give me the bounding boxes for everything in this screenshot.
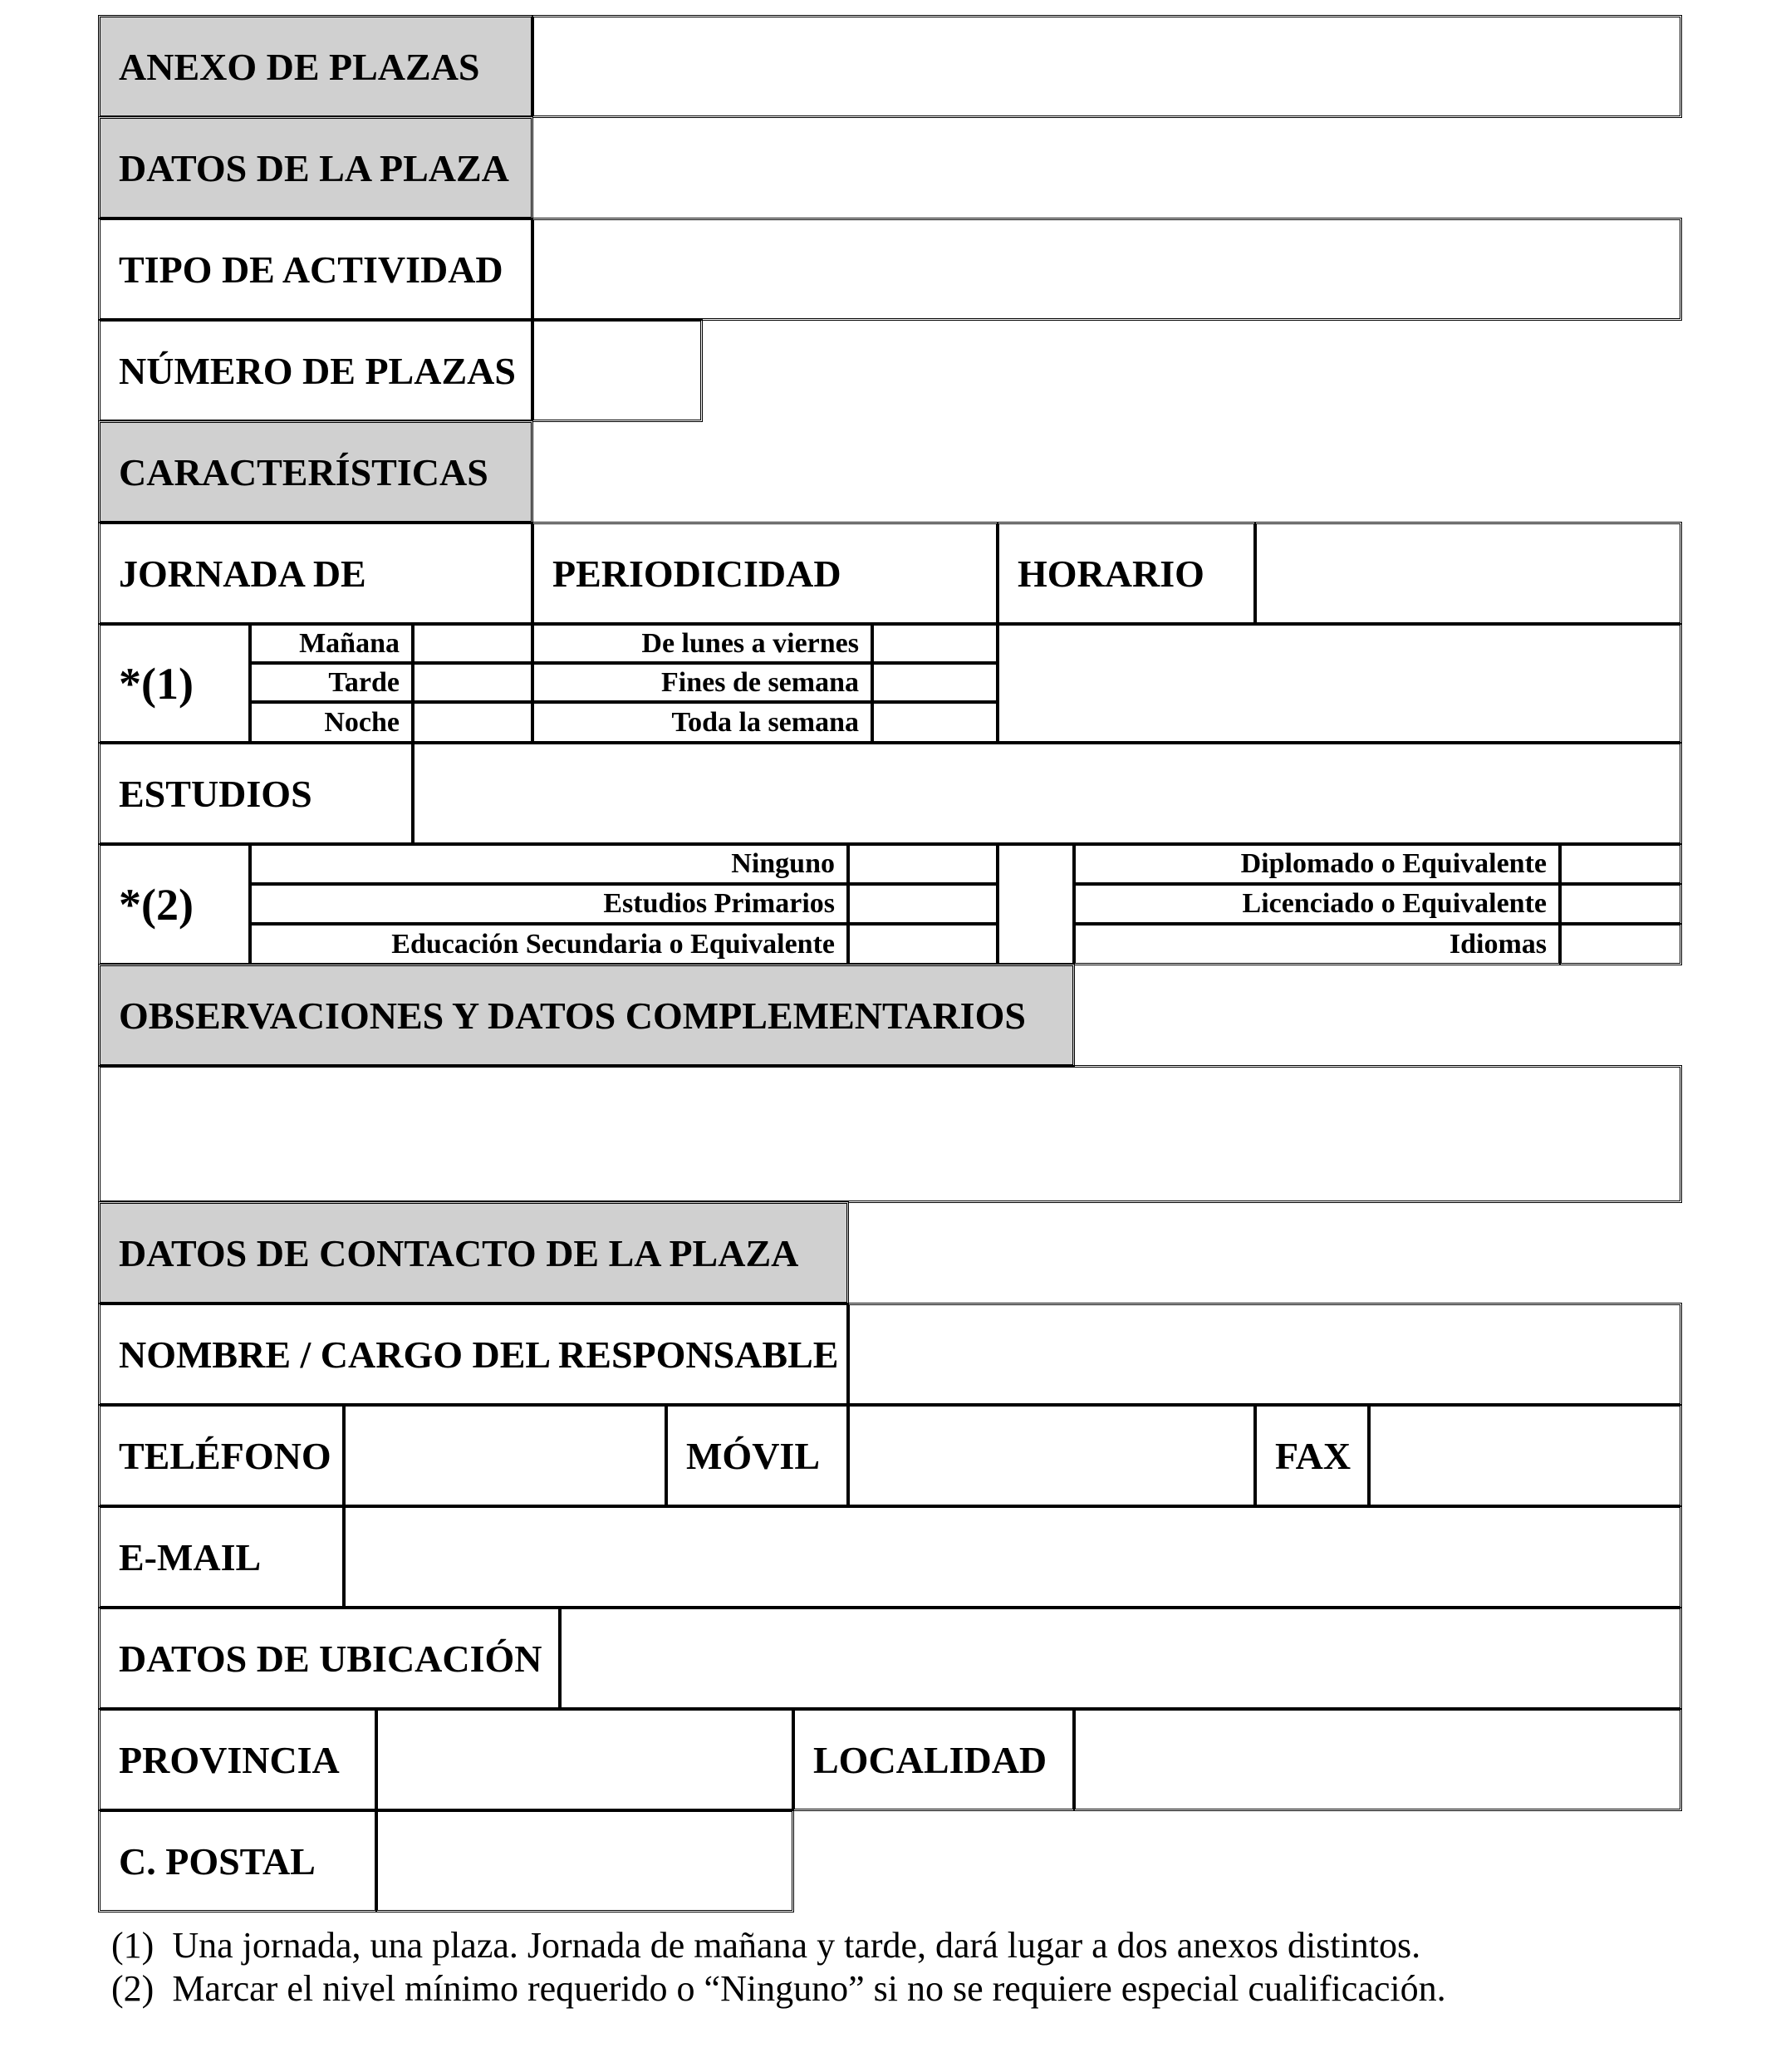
periodicidad-option-label: De lunes a viernes xyxy=(641,627,859,659)
numero-plazas-field[interactable] xyxy=(532,319,703,422)
anexo-label xyxy=(98,15,533,118)
contacto-label xyxy=(98,1201,849,1304)
estudios-option-diplomado xyxy=(1073,843,1561,885)
jornada-option-tarde xyxy=(249,662,414,703)
telefono-label xyxy=(98,1404,345,1507)
numero-plazas-text: NÚMERO DE PLAZAS xyxy=(119,349,516,392)
estudios-option-licenciado xyxy=(1073,883,1561,925)
jornada-option-label: Mañana xyxy=(299,627,400,659)
fax-text: FAX xyxy=(1275,1434,1351,1477)
provincia-field[interactable] xyxy=(375,1708,794,1811)
jornada-checkbox-tarde[interactable] xyxy=(412,662,533,703)
tipo-actividad-text: TIPO DE ACTIVIDAD xyxy=(119,248,503,291)
note1-mark-text: *(1) xyxy=(119,658,194,709)
telefono-text: TELÉFONO xyxy=(119,1434,331,1477)
numero-plazas-input[interactable] xyxy=(534,321,700,420)
localidad-field[interactable] xyxy=(1073,1708,1682,1811)
datos-plaza-text: DATOS DE LA PLAZA xyxy=(119,146,509,189)
caracteristicas-text: CARACTERÍSTICAS xyxy=(119,450,488,493)
estudios-field[interactable] xyxy=(412,742,1682,845)
estudios-text: ESTUDIOS xyxy=(119,772,312,815)
jornada-option-label: Noche xyxy=(324,706,400,738)
estudios-option-label: Ninguno xyxy=(731,848,835,879)
periodicidad-option-label: Fines de semana xyxy=(661,666,859,698)
estudios-input[interactable] xyxy=(415,744,1680,843)
estudios-option-secundaria xyxy=(249,923,849,965)
telefono-input[interactable] xyxy=(346,1406,665,1505)
jornada-option-noche xyxy=(249,701,414,744)
footnote-text: Una jornada, una plaza. Jornada de mañana y tarde, dará lugar a dos anexos distintos. xyxy=(172,1925,1421,1966)
estudios-option-ninguno xyxy=(249,843,849,885)
footnote-text: Marcar el nivel mínimo requerido o “Ninguno” si no se requiere especial cualificación. xyxy=(172,1968,1446,2009)
jornada-text: JORNADA DE xyxy=(119,552,366,595)
estudios-option-label: Estudios Primarios xyxy=(603,888,835,919)
footnote-number: (2) xyxy=(111,1968,155,2009)
horario-text: HORARIO xyxy=(1018,552,1204,595)
tipo-actividad-input[interactable] xyxy=(534,219,1680,319)
estudios-option-primarios xyxy=(249,883,849,925)
periodicidad-option-toda-semana xyxy=(532,701,873,744)
estudios-label xyxy=(98,742,414,845)
jornada-checkbox-manana[interactable] xyxy=(412,623,533,664)
movil-label xyxy=(665,1404,849,1507)
responsable-text: NOMBRE / CARGO DEL RESPONSABLE xyxy=(119,1333,839,1376)
email-label xyxy=(98,1505,345,1608)
responsable-field[interactable] xyxy=(847,1303,1682,1406)
periodicidad-option-lunes-viernes xyxy=(532,623,873,664)
note1-marker xyxy=(98,623,251,744)
jornada-checkbox-noche[interactable] xyxy=(412,701,533,744)
postal-text: C. POSTAL xyxy=(119,1839,316,1883)
periodicidad-label xyxy=(532,522,998,625)
horario-input[interactable] xyxy=(1257,523,1680,623)
postal-label xyxy=(98,1809,377,1912)
estudios-checkbox-licenciado[interactable] xyxy=(1559,883,1682,925)
postal-field[interactable] xyxy=(375,1809,794,1912)
ubicacion-label xyxy=(98,1607,561,1710)
localidad-input[interactable] xyxy=(1076,1710,1680,1809)
estudios-checkbox-primarios[interactable] xyxy=(847,883,998,925)
estudios-option-label: Diplomado o Equivalente xyxy=(1240,848,1547,879)
horario-detail-field[interactable] xyxy=(997,623,1682,744)
footnote-2 xyxy=(111,1967,1446,2010)
ubicacion-input[interactable] xyxy=(562,1608,1680,1708)
email-input[interactable] xyxy=(346,1507,1680,1607)
email-field[interactable] xyxy=(343,1505,1682,1608)
observaciones-label xyxy=(98,964,1075,1067)
numero-plazas-label xyxy=(98,319,533,422)
estudios-option-label: Educación Secundaria o Equivalente xyxy=(391,928,835,960)
jornada-option-label: Tarde xyxy=(328,666,400,698)
estudios-checkbox-idiomas[interactable] xyxy=(1559,923,1682,965)
footnote-number: (1) xyxy=(111,1925,155,1966)
anexo-input[interactable] xyxy=(534,17,1680,116)
localidad-label xyxy=(792,1708,1075,1811)
responsable-input[interactable] xyxy=(850,1304,1680,1404)
estudios-checkbox-diplomado[interactable] xyxy=(1559,843,1682,885)
email-text: E-MAIL xyxy=(119,1535,262,1579)
tipo-actividad-field[interactable] xyxy=(532,218,1682,321)
estudios-option-label: Licenciado o Equivalente xyxy=(1242,888,1547,919)
periodicidad-checkbox-lunes-viernes[interactable] xyxy=(871,623,998,664)
periodicidad-checkbox-toda-semana[interactable] xyxy=(871,701,998,744)
periodicidad-checkbox-fines-semana[interactable] xyxy=(871,662,998,703)
movil-field[interactable] xyxy=(847,1404,1256,1507)
movil-text: MÓVIL xyxy=(686,1434,820,1477)
fax-field[interactable] xyxy=(1368,1404,1682,1507)
estudios-spacer xyxy=(997,843,1075,965)
datos-plaza-label xyxy=(98,116,533,219)
provincia-input[interactable] xyxy=(378,1710,792,1809)
ubicacion-text: DATOS DE UBICACIÓN xyxy=(119,1637,542,1680)
observaciones-text: OBSERVACIONES Y DATOS COMPLEMENTARIOS xyxy=(119,994,1026,1037)
postal-input[interactable] xyxy=(378,1811,792,1911)
note2-mark-text: *(2) xyxy=(119,879,194,930)
observaciones-field[interactable] xyxy=(98,1065,1682,1203)
horario-label xyxy=(997,522,1256,625)
periodicidad-option-fines-semana xyxy=(532,662,873,703)
estudios-option-idiomas xyxy=(1073,923,1561,965)
ubicacion-field[interactable] xyxy=(559,1607,1682,1710)
provincia-text: PROVINCIA xyxy=(119,1738,340,1781)
telefono-field[interactable] xyxy=(343,1404,667,1507)
movil-input[interactable] xyxy=(850,1406,1253,1505)
fax-label xyxy=(1254,1404,1370,1507)
jornada-option-manana xyxy=(249,623,414,664)
anexo-field[interactable] xyxy=(532,15,1682,118)
fax-input[interactable] xyxy=(1371,1406,1680,1505)
anexo-text: ANEXO DE PLAZAS xyxy=(119,45,480,88)
footnote-1 xyxy=(111,1924,1420,1966)
estudios-checkbox-secundaria[interactable] xyxy=(847,923,998,965)
responsable-label xyxy=(98,1303,849,1406)
horario-field[interactable] xyxy=(1254,522,1682,625)
contacto-text: DATOS DE CONTACTO DE LA PLAZA xyxy=(119,1231,799,1274)
periodicidad-text: PERIODICIDAD xyxy=(552,552,841,595)
provincia-label xyxy=(98,1708,377,1811)
localidad-text: LOCALIDAD xyxy=(813,1738,1047,1781)
jornada-label xyxy=(98,522,533,625)
note2-marker xyxy=(98,843,251,965)
periodicidad-option-label: Toda la semana xyxy=(671,706,859,738)
estudios-option-label: Idiomas xyxy=(1449,928,1547,960)
tipo-actividad-label xyxy=(98,218,533,321)
estudios-checkbox-ninguno[interactable] xyxy=(847,843,998,885)
caracteristicas-label xyxy=(98,420,533,523)
